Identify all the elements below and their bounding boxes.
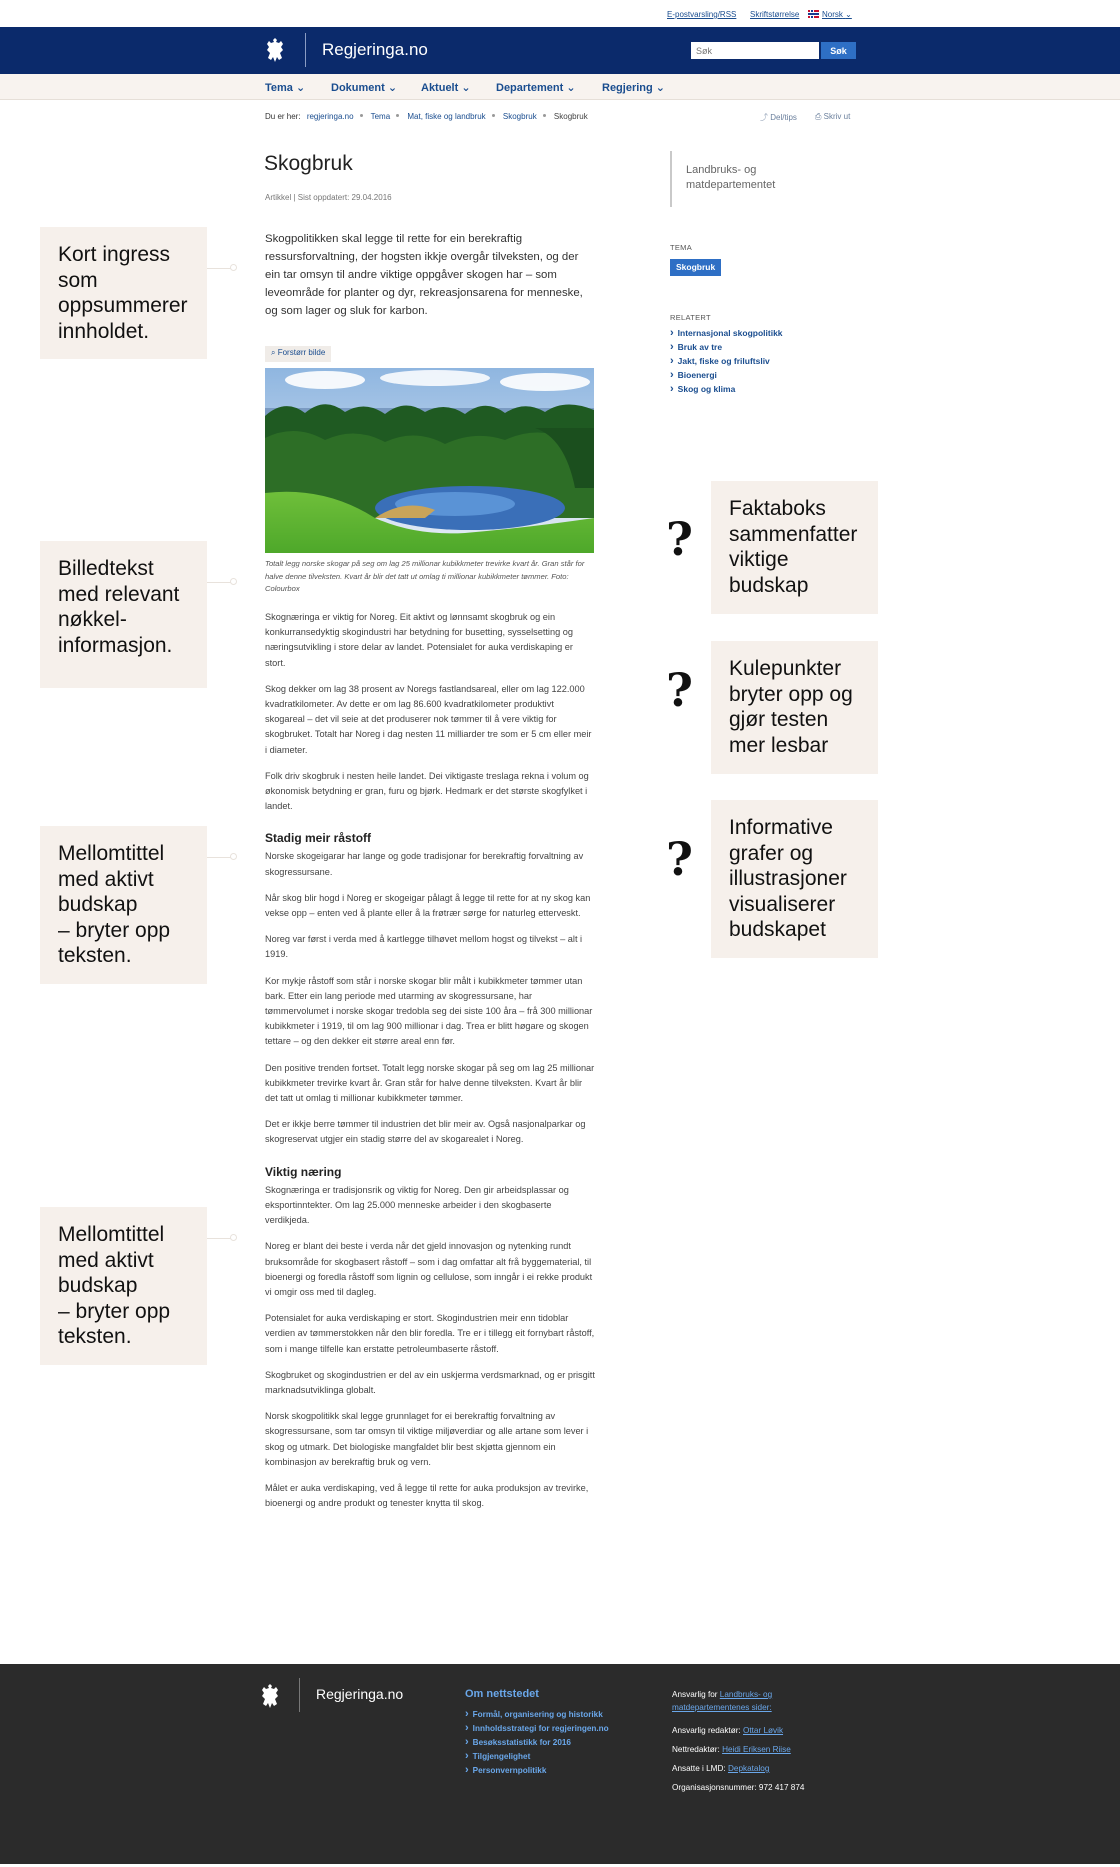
utility-bar: [0, 10, 1120, 26]
paragraph: Skognæringa er tradisjonsrik og viktig for Noreg. Den gir arbeidsplassar og eksportinntekter. Om lag 25.000 menneske arbeider i den skogbaserte verdikjeda.: [265, 1184, 569, 1226]
breadcrumb-home[interactable]: regjeringa.no: [306, 112, 354, 121]
print-icon: ⎙: [815, 112, 822, 121]
paragraph: Norske skogeigarar har lange og gode tradisjonar for berekraftig forvaltning av skogressursane.: [265, 851, 584, 877]
footer-dept-link[interactable]: Landbruks- og: [719, 1690, 773, 1699]
footer-editor: Ansvarlig redaktør: Ottar Løvik: [672, 1726, 784, 1735]
paragraph: Noreg er blant dei beste i verda når det gjeld innovasjon og nytenking rundt bruksområde for skogbasert råstoff – som i dag omfattar alt frå byggematerial, til bioenergi og foredla råstoff som lignin og cellulose, som inngår i ei rekke produkt vi omgir oss med til dagleg.: [265, 1241, 593, 1297]
paragraph: Skogbruket og skogindustrien er del av ein uskjerma verdsmarknad, og er prisgitt marknadsutviklinga globalt.: [265, 1369, 595, 1395]
language-selector[interactable]: [808, 10, 852, 19]
nav-regjering[interactable]: Regjering ⌄: [602, 82, 666, 94]
site-header: [0, 27, 1120, 74]
main-nav: [0, 74, 1120, 100]
norway-flag-icon: [808, 10, 819, 18]
nav-tema[interactable]: Tema ⌄: [265, 82, 306, 94]
footer-staff-link[interactable]: Depkatalog: [727, 1764, 770, 1773]
breadcrumb-tema[interactable]: Tema: [370, 112, 391, 121]
related-label: RELATERT: [670, 313, 711, 322]
forest-lake-image: [265, 368, 594, 553]
paragraph: Kor mykje råstoff som står i norske skogar blir målt i kubikkmeter tømmer utan bark. Etter ein lang periode med utarming av skogressursane, har tømmervolumet i norske skogar tredobla seg dei siste 100 åra – frå 300 millionar kubikkmeter i 1919, til om lag 900 millionar i dag. Trea er blitt høgare og skogen tettare – og den dekker eit større areal enn før.: [265, 975, 593, 1047]
search-button[interactable]: Søk: [821, 42, 856, 59]
paragraph: Skognæringa er viktig for Noreg. Eit aktivt og lønnsamt skogbruk og ein konkurransedyktig skogindustri har betydning for busetting, sysselsetting og næringsutvikling i store delar av landet. Potensialet for auka verdiskaping er stort.: [265, 612, 573, 668]
question-mark-icon: ?: [666, 663, 693, 717]
paragraph: Skog dekker om lag 38 prosent av Noregs fastlandsareal, eller om lag 122.000 kvadratkilometer. Av dette er om lag 86.600 kvadratkilometer produktivt skogareal – det vil seie at det produserer nok tømmer til å vere viktig for skogbruket. Totalt har Noreg i dag nesten 11 milliarder tre som er 5 cm eller meir i diameter.: [265, 683, 592, 755]
footer-link[interactable]: › Formål, organisering og historikk: [465, 1708, 609, 1722]
article-ingress: Skogpolitikken skal legge til rette for ein berekraftig ressursforvaltning, der hogsten ikkje overgår tilveksten, og der ein tar omsyn til andre viktige oppgåver skogen har – som leveområde for planter og dyr, rekreasjonsarena for menneske, og som lager og sluk for karbon.: [265, 233, 583, 317]
footer-link[interactable]: › Innholdsstrategi for regjeringen.no: [465, 1722, 609, 1736]
article-meta: Artikkel | Sist oppdatert: 29.04.2016: [265, 193, 392, 202]
footer-web-editor-link[interactable]: Heidi Eriksen Riise: [722, 1745, 791, 1754]
question-mark-icon: ?: [666, 832, 693, 886]
annotation-connector: [207, 857, 232, 858]
paragraph: Norsk skogpolitikk skal legge grunnlaget for ei berekraftig forvaltning av skogressursane, som tar omsyn til viktige miljøverdiar og alle artane som lever i skog og utmark. Det biologiske mangfaldet blir best skjøtta gjennom ein kombinasjon av berekraftig bruk og vern.: [265, 1411, 589, 1467]
annotation-dot: [230, 853, 237, 860]
nav-dokument[interactable]: Dokument ⌄: [331, 82, 398, 94]
footer-org-number: Organisasjonsnummer: 972 417 874: [672, 1783, 805, 1792]
related-link[interactable]: › Bruk av tre: [670, 341, 783, 355]
image-caption: Totalt legg norske skogar på seg om lag 25 millionar kubikkmeter trevirke kvart år. Gran står for halve denne tilveksten. Kvart år blir det tatt ut omlag ti millionar kubikkmeter tømmer. Foto: Colourbox: [265, 559, 585, 593]
share-icon: ⤴: [760, 113, 768, 122]
breadcrumb-mat-fiske-landbruk[interactable]: Mat, fiske og landbruk: [407, 112, 486, 121]
annotation-bullets: Kulepunkter bryter opp og gjør testen mer lesbar: [711, 641, 878, 774]
chevron-down-icon: ⌄: [655, 82, 666, 94]
annotation-factbox: Faktaboks sammenfatter viktige budskap: [711, 481, 878, 614]
annotation-subheading-1: Mellomtittel med aktivt budskap – bryter opp teksten.: [40, 826, 207, 984]
annotation-dot: [230, 578, 237, 585]
paragraph: Når skog blir hogd i Noreg er skogeigar pålagt å legge til rette for at ny skog kan vekse opp – enten ved å plante eller å la frøtrær sørge for naturleg etterveskt.: [265, 892, 591, 919]
paragraph: Folk driv skogbruk i nesten heile landet. Dei viktigaste treslaga rekna i volum og økonomisk betydning er gran, furu og bjørk. Hedmark er det største skogfylket i landet.: [265, 770, 589, 812]
breadcrumb-label: Du er her:: [265, 112, 301, 121]
paragraph: Målet er auka verdiskaping, ved å legge til rette for auka produksjon av trevirke, bioenergi og andre produkt og tenester knytta til skog.: [265, 1482, 589, 1509]
annotation-connector: [207, 268, 232, 269]
footer-web-editor: Nettredaktør: Heidi Eriksen Riise: [672, 1745, 791, 1754]
footer-link[interactable]: › Besøksstatistikk for 2016: [465, 1736, 609, 1750]
footer-responsible: Ansvarlig for Landbruks- og matdepartementenes sider:: [672, 1690, 773, 1712]
department-box[interactable]: Landbruks- og matdepartementet: [670, 151, 820, 207]
coat-of-arms-icon[interactable]: [264, 36, 286, 64]
chevron-down-icon: ⌄: [295, 82, 306, 94]
annotation-graphics: Informative grafer og illustrasjoner visualiserer budskapet: [711, 800, 878, 958]
footer-heading: Om nettstedet: [465, 1688, 539, 1700]
chevron-down-icon: ⌄: [566, 82, 576, 94]
annotation-caption: Billedtekst med relevant nøkkel- informasjon.: [40, 541, 207, 688]
related-link[interactable]: › Jakt, fiske og friluftsliv: [670, 355, 783, 369]
paragraph: Den positive trenden fortset. Totalt legg norske skogar på seg om lag 25 millionar kubikkmeter trevirke kvart år. Gran står for halve denne tilveksten. Kvart år blir det tatt ut omlag ti millionar kubikkmeter tømmer.: [265, 1062, 595, 1104]
tema-label: TEMA: [670, 243, 693, 252]
print-link[interactable]: ⎙ Skriv ut: [815, 112, 851, 121]
footer-site-name[interactable]: Regjeringa.no: [316, 1686, 404, 1702]
question-mark-icon: ?: [666, 512, 693, 566]
paragraph: Det er ikkje berre tømmer til industrien det blir meir av. Også nasjonalparkar og skogreservat utgjer ein stadig større del av skogarealet i Noreg.: [265, 1119, 586, 1145]
paragraph: Noreg var først i verda med å kartlegge tilhøvet mellom hogst og tilvekst – alt i 1919.: [265, 934, 583, 960]
chevron-down-icon: ⌄: [461, 82, 471, 94]
footer-staff: Ansatte i LMD: Depkatalog: [672, 1764, 770, 1773]
related-link[interactable]: › Internasjonal skogpolitikk: [670, 327, 783, 341]
paragraph: Potensialet for auka verdiskaping er stort. Skogindustrien meir enn tidoblar verdien av tømmerstokken når den blir foredla. Tre er i tillegg eit fornybart råstoff, som i mange tilfelle kan erstatte petroleumbaserte råstoff.: [265, 1313, 595, 1354]
subheading: Stadig meir råstoff: [265, 831, 372, 846]
search-input[interactable]: [691, 42, 819, 59]
enlarge-image-button[interactable]: ⌕ Forstørr bilde: [265, 346, 331, 362]
chevron-down-icon: ⌄: [845, 10, 852, 19]
footer-link[interactable]: › Tilgjengelighet: [465, 1750, 609, 1764]
header-divider: [305, 33, 306, 67]
page-title: Skogbruk: [264, 152, 353, 175]
footer-editor-link[interactable]: Ottar Løvik: [743, 1726, 784, 1735]
nav-aktuelt[interactable]: Aktuelt ⌄: [421, 82, 471, 94]
related-list: [670, 327, 783, 397]
site-name[interactable]: Regjeringa.no: [322, 40, 428, 59]
related-link[interactable]: › Skog og klima: [670, 383, 783, 397]
annotation-connector: [207, 1238, 232, 1239]
breadcrumb: [265, 112, 588, 121]
annotation-connector: [207, 582, 232, 583]
magnifier-icon: ⌕: [271, 348, 276, 357]
breadcrumb-skogbruk[interactable]: Skogbruk: [502, 112, 537, 121]
footer-link[interactable]: › Personvernpolitikk: [465, 1764, 609, 1778]
annotation-subheading-2: Mellomtittel med aktivt budskap – bryter opp teksten.: [40, 1207, 207, 1365]
share-link[interactable]: ⤴ Del/tips: [760, 113, 797, 122]
tema-tag[interactable]: Skogbruk: [670, 259, 721, 276]
breadcrumb-current: Skogbruk: [553, 112, 588, 121]
language-label: Norsk: [822, 10, 843, 19]
annotation-dot: [230, 1234, 237, 1241]
footer-links: [465, 1708, 609, 1778]
font-size-link[interactable]: Skriftstørrelse: [750, 10, 800, 19]
email-alert-link[interactable]: E-postvarsling/RSS: [667, 10, 737, 19]
footer-divider: [299, 1678, 300, 1712]
chevron-down-icon: ⌄: [387, 82, 398, 94]
nav-departement[interactable]: Departement ⌄: [496, 82, 576, 94]
article-body: [265, 610, 595, 1522]
related-link[interactable]: › Bioenergi: [670, 369, 783, 383]
footer-dept-link[interactable]: matdepartementenes sider:: [672, 1703, 772, 1712]
subheading: Viktig næring: [265, 1164, 342, 1179]
coat-of-arms-icon[interactable]: [259, 1682, 281, 1710]
annotation-dot: [230, 264, 237, 271]
annotation-ingress: Kort ingress som oppsummerer innholdet.: [40, 227, 207, 359]
site-footer: [0, 1664, 1120, 1864]
